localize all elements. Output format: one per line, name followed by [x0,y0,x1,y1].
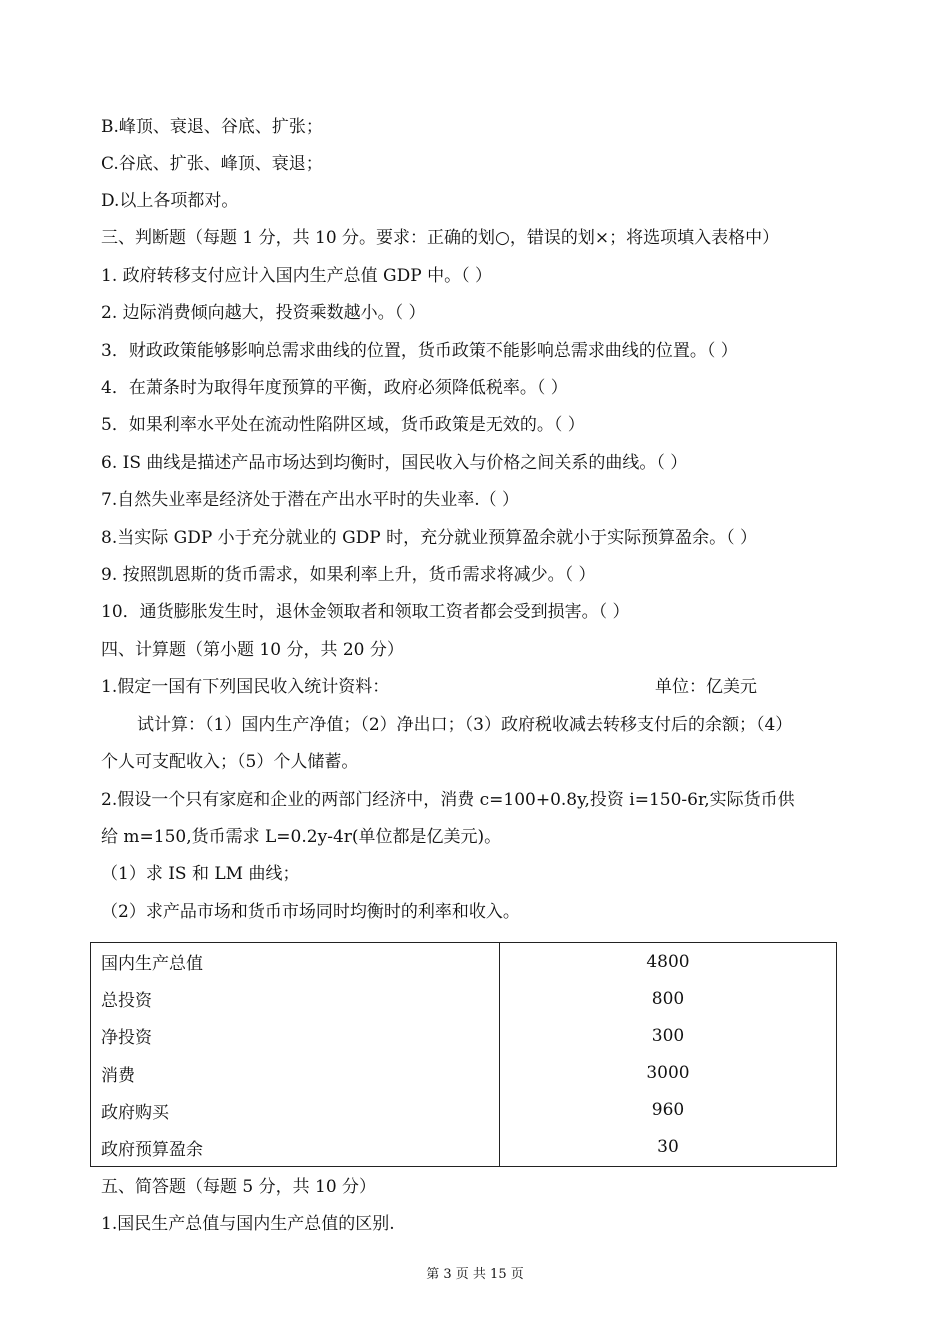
table-row [91,1129,837,1167]
option-c: C.谷底、扩张、峰顶、衰退； [101,154,323,174]
table-value: 300 [500,1017,837,1054]
judge-item-1: 1. 政府转移支付应计入国内生产总值 GDP 中。（ ） [101,266,492,286]
table-label: 净投资 [91,1017,500,1054]
table-label: 消费 [91,1054,500,1091]
judge-item-5: 5．如果利率水平处在流动性陷阱区域，货币政策是无效的。（ ） [101,415,585,435]
calc-q2-sub1: （1）求 IS 和 LM 曲线； [101,864,300,884]
calc-q1-intro: 1.假定一国有下列国民收入统计资料： [101,677,390,697]
table-label: 政府购买 [91,1092,500,1129]
short-answer-q1: 1.国民生产总值与国内生产总值的区别. [101,1214,395,1234]
judge-item-2: 2. 边际消费倾向越大，投资乘数越小。（ ） [101,303,426,323]
calc-q2-sub2: （2）求产品市场和货币市场同时均衡时的利率和收入。 [101,902,520,922]
table-value: 3000 [500,1054,837,1091]
table-label: 国内生产总值 [91,943,500,981]
judge-item-4: 4．在萧条时为取得年度预算的平衡，政府必须降低税率。（ ） [101,378,568,398]
option-d: D.以上各项都对。 [101,191,239,211]
option-b: B.峰顶、衰退、谷底、扩张； [101,117,323,137]
table-value: 960 [500,1092,837,1129]
judge-item-3: 3．财政政策能够影响总需求曲线的位置，货币政策不能影响总需求曲线的位置。（ ） [101,341,738,361]
judge-item-10: 10．通货膨胀发生时，退休金领取者和领取工资者都会受到损害。（ ） [101,602,630,622]
table-value: 800 [500,980,837,1017]
calc-q1-unit: 单位：亿美元 [655,677,757,697]
table-row [91,980,837,1017]
judge-item-9: 9. 按照凯恩斯的货币需求，如果利率上升，货币需求将减少。（ ） [101,565,596,585]
table-value: 4800 [500,943,837,981]
table-row [91,1017,837,1054]
calc-q1-task-line2: 个人可支配收入；（5）个人储蓄。 [101,752,359,772]
calc-q2-line2: 给 m=150,货币需求 L=0.2y-4r(单位都是亿美元)。 [101,827,502,847]
section3-heading: 三、判断题（每题 1 分，共 10 分。要求：正确的划○，错误的划×；将选项填入表格中） [101,228,780,248]
judge-item-8: 8.当实际 GDP 小于充分就业的 GDP 时，充分就业预算盈余就小于实际预算盈余。（ ） [101,528,758,548]
table-row [91,1054,837,1091]
page-footer: 第 3 页 共 15 页 [426,1267,524,1282]
table-label: 总投资 [91,980,500,1017]
section5-heading: 五、简答题（每题 5 分，共 10 分） [101,1177,377,1197]
calc-q1-task-line1: 试计算：（1）国内生产净值；（2）净出口；（3）政府税收减去转移支付后的余额；（4） [137,715,793,735]
section4-heading: 四、计算题（第小题 10 分，共 20 分） [101,640,404,660]
table-label: 政府预算盈余 [91,1129,500,1167]
table-row [91,1092,837,1129]
judge-item-7: 7.自然失业率是经济处于潜在产出水平时的失业率.（ ） [101,490,520,510]
income-data-table [90,942,837,1167]
table-row [91,943,837,981]
table-value: 30 [500,1129,837,1167]
calc-q2-line1: 2.假设一个只有家庭和企业的两部门经济中，消费 c=100+0.8y,投资 i=150-6r,实际货币供 [101,790,795,810]
judge-item-6: 6. IS 曲线是描述产品市场达到均衡时，国民收入与价格之间关系的曲线。（ ） [101,453,688,473]
